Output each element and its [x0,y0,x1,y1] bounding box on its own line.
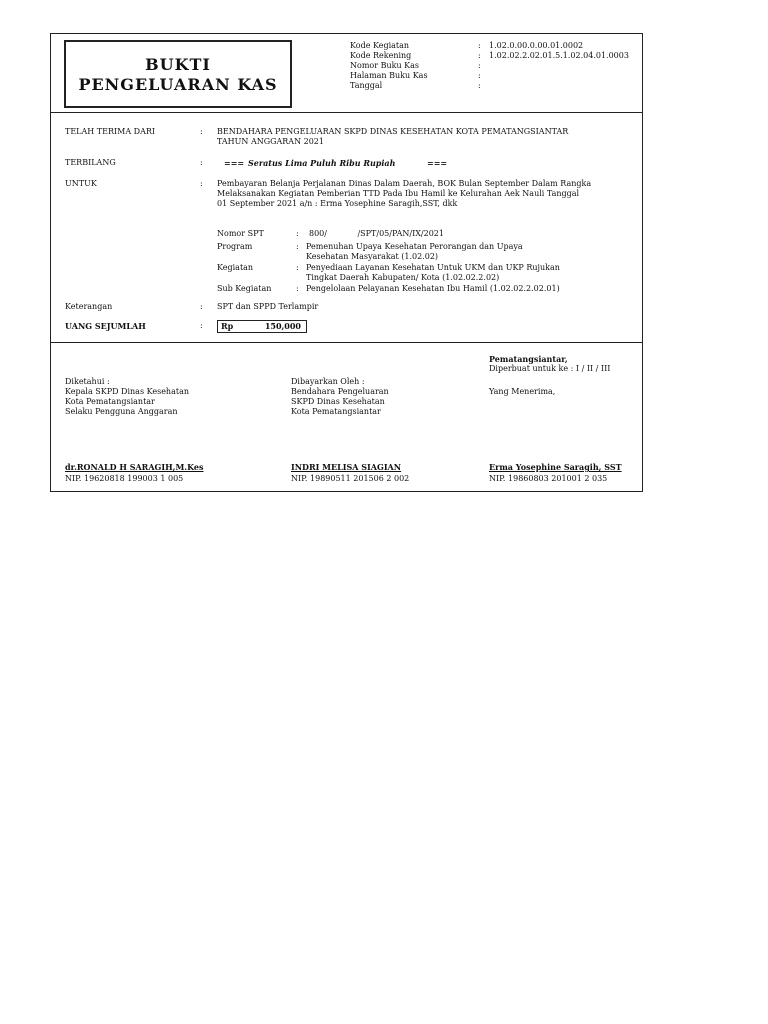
program-colon: : [296,242,299,251]
program-line1: Pemenuhan Upaya Kesehatan Perorangan dan Upaya [306,242,523,251]
signature-right-name: Erma Yosephine Saragih, SST [489,462,622,472]
received-from-line1: BENDAHARA PENGELUARAN SKPD DINAS KESEHATAN KOTA PEMATANGSIANTAR [217,127,569,136]
kegiatan-colon: : [296,263,299,272]
code-value-tanggal [489,81,629,91]
purpose-value [217,179,591,209]
signature-middle-line2: Bendahara Pengeluaran [291,387,389,396]
amount-value: 150,000 [264,321,301,331]
signature-place: Pematangsiantar, [489,354,568,364]
spelled-amount-value: Seratus Lima Puluh Ribu Rupiah [248,158,396,168]
signature-left-line4: Selaku Pengguna Anggaran [65,407,178,416]
signature-left-nip: NIP. 19620818 199003 1 005 [65,474,184,483]
signature-left-name: dr.RONALD H SARAGIH,M.Kes [65,462,204,472]
code-label-tanggal: Tanggal [350,81,383,90]
signature-middle-block [291,377,389,417]
code-label-rekening: Kode Rekening [350,51,412,60]
spt-value: 800/ /SPT/05/PAN/IX/2021 [309,229,444,238]
purpose-label: UNTUK [65,179,97,188]
code-sep: : [478,51,481,60]
purpose-colon: : [200,179,203,188]
code-value-nomor-buku-kas [489,61,629,71]
program-value [306,242,523,262]
payment-receipt-document [50,33,643,492]
subkegiatan-value: Pengelolaan Pelayanan Kesehatan Ibu Hamil (1.02.02.2.02.01) [306,284,560,293]
code-separators [478,41,481,91]
spelled-prefix: === [224,158,245,168]
document-title-box [64,40,292,108]
kegiatan-line2: Tingkat Daerah Kabupaten/ Kota (1.02.02.2.02) [306,273,500,282]
kegiatan-label: Kegiatan [217,263,254,272]
received-from-label: TELAH TERIMA DARI [65,127,156,136]
body-divider [51,342,642,343]
amount-box [217,320,307,333]
signature-middle-nip: NIP. 19890511 201506 2 002 [291,474,410,483]
amount-currency: Rp [221,321,234,331]
document-title-line2: PENGELUARAN KAS [78,75,278,94]
subkegiatan-label: Sub Kegiatan [217,284,272,293]
signature-right-line1: Yang Menerima, [489,387,556,396]
signature-right-nip: NIP. 19860803 201001 2 035 [489,474,608,483]
program-label: Program [217,242,253,251]
spelled-amount-label: TERBILANG [65,158,116,167]
notes-label: Keterangan [65,302,113,311]
signature-middle-line1: Dibayarkan Oleh : [291,377,365,386]
received-from-line2: TAHUN ANGGARAN 2021 [217,137,324,146]
spelled-amount-colon: : [200,158,203,167]
purpose-line2: Melaksanakan Kegiatan Pemberian TTD Pada Ibu Hamil ke Kelurahan Aek Nauli Tanggal [217,189,580,198]
amount-label: UANG SEJUMLAH [65,321,146,331]
received-from-colon: : [200,127,203,136]
code-labels [350,41,428,91]
signature-middle-name: INDRI MELISA SIAGIAN [291,462,402,472]
code-value-halaman-buku-kas [489,71,629,81]
made-for-copy: Diperbuat untuk ke : I / II / III [489,364,611,373]
notes-value: SPT dan SPPD Terlampir [217,302,319,311]
code-values [489,41,629,91]
code-label-nomor-buku-kas: Nomor Buku Kas [350,61,420,70]
notes-colon: : [200,302,203,311]
code-sep: : [478,61,481,70]
purpose-line3: 01 September 2021 a/n : Erma Yosephine Saragih,SST, dkk [217,199,458,208]
code-value-rekening: 1.02.02.2.02.01.5.1.02.04.01.0003 [489,51,629,60]
code-value-kegiatan: 1.02.0.00.0.00.01.0002 [489,41,584,50]
kegiatan-value [306,263,560,283]
document-title-line1: BUKTI [145,55,211,74]
code-label-halaman-buku-kas: Halaman Buku Kas [350,71,428,80]
subkegiatan-colon: : [296,284,299,293]
spt-label: Nomor SPT [217,229,264,238]
signature-left-line3: Kota Pematangsiantar [65,397,155,406]
spelled-suffix: === [427,158,448,168]
spt-colon: : [296,229,299,238]
signature-left-block [65,377,189,417]
signature-middle-line4: Kota Pematangsiantar [291,407,381,416]
received-from-value [217,127,568,147]
program-line2: Kesehatan Masyarakat (1.02.02) [306,252,439,261]
purpose-line1: Pembayaran Belanja Perjalanan Dinas Dalam Daerah, BOK Bulan September Dalam Rangka [217,179,592,188]
code-label-kegiatan: Kode Kegiatan [350,41,410,50]
code-sep: : [478,81,481,90]
code-sep: : [478,41,481,50]
signature-left-line1: Diketahui : [65,377,110,386]
code-sep: : [478,71,481,80]
kegiatan-line1: Penyediaan Layanan Kesehatan Untuk UKM dan UKP Rujukan [306,263,560,272]
header-divider [51,112,642,113]
signature-middle-line3: SKPD Dinas Kesehatan [291,397,385,406]
amount-colon: : [200,321,203,330]
signature-left-line2: Kepala SKPD Dinas Kesehatan [65,387,189,396]
